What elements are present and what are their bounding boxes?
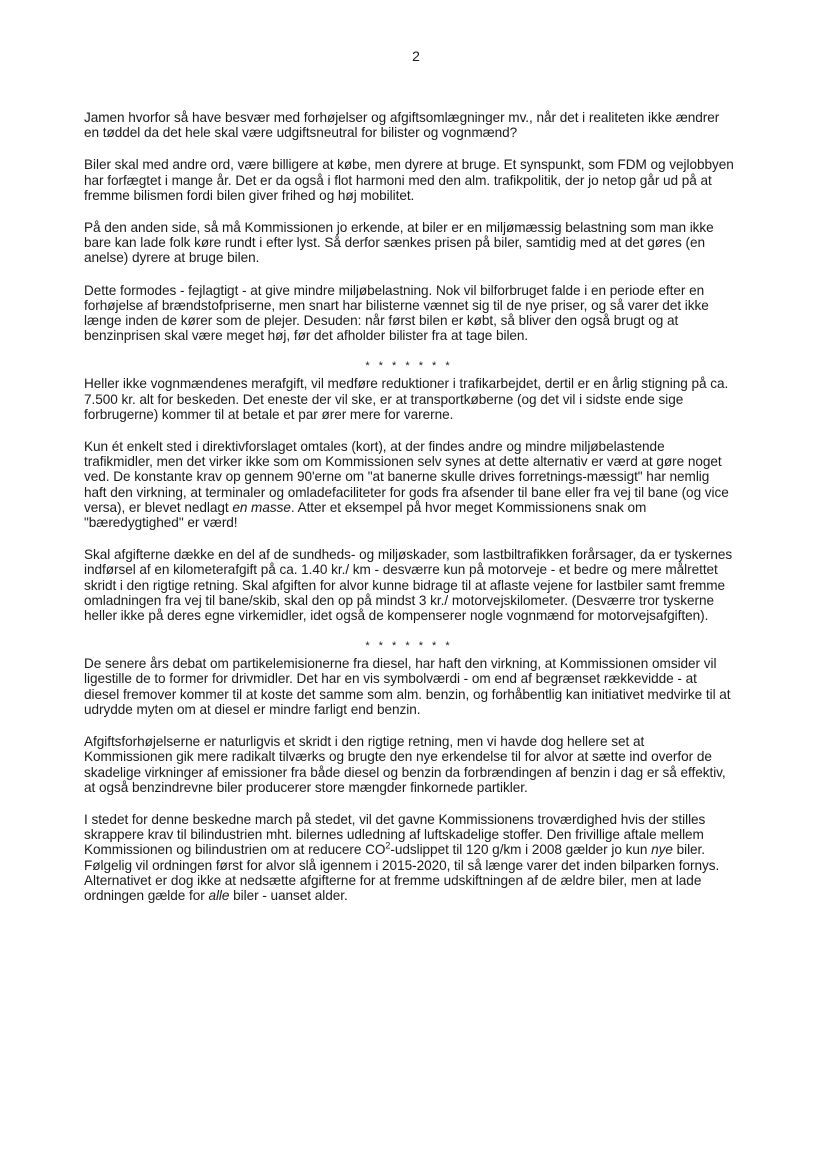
co2-subscript: 2 bbox=[385, 840, 391, 851]
paragraph-6-emphasis: en masse bbox=[232, 499, 291, 515]
paragraph-8: De senere års debat om partikelemisionerne fra diesel, har haft den virkning, at Kommissionen omsider vil ligestille de to former for drivmidler. Det har en vis symbolværdi - om end af begrænset rækkevidde - at diesel fremover kommer til at koste det samme som alm. benzin, og forhåbentlig kan initiativet medvirke til at udrydde myten om at diesel er mindre farligt end benzin. bbox=[84, 656, 731, 717]
paragraph-10-text-c: biler. Følgelig vil ordningen først for alvor slå igennem i 2015-2020, til så længe varer det inden bilparken fornys. Alternativet er dog ikke at nedsætte afgifterne for at fremme udskiftningen af de ældre biler, men at lade ordningen gælde for bbox=[84, 842, 720, 903]
paragraph-10-emphasis-alle: alle bbox=[208, 887, 230, 903]
paragraph-6-text-a: Kun ét enkelt sted i direktivforslaget omtales (kort), at der findes andre og mindre miljøbelastende trafikmidler, men det virker ikke som om Kommissionen selv synes at dette alternativ er værd at gøre noget ved. De konstante krav op gennem 90'erne om "at banerne skulle drives forretnings-mæssigt" har nemlig haft den virkning, at terminaler og omladefaciliteter for gods fra afsender til bane eller fra vej til bane (og vice versa), er blevet nedlagt bbox=[84, 439, 729, 515]
section-separator: * * * * * * * bbox=[365, 640, 453, 653]
page-number: 2 bbox=[412, 48, 420, 64]
paragraph-3: På den anden side, så må Kommissionen jo erkende, at biler er en miljømæssig belastning som man ikke bare kan lade folk køre rundt i efter lyst. Så derfor sænkes prisen på biler, samtidig med at det gøres (en anelse) dyrere at bruge bilen. bbox=[84, 220, 714, 266]
paragraph-10-emphasis-nye: nye bbox=[651, 842, 673, 858]
paragraph-6-text-b: . Atter et eksempel på hvor meget Kommissionens snak om "bæredygtighed" er værd! bbox=[84, 499, 647, 531]
document-body bbox=[84, 110, 734, 920]
paragraph-10-text-a: I stedet for denne beskedne march på stedet, vil det gavne Kommissionens troværdighed hvis der stilles skrappere krav til bilindustrien mht. bilernes udledning af luftskadelige stoffer. Den frivillige aftale mellem Kommissionen og bilindustrien om at reducere CO bbox=[84, 811, 706, 858]
paragraph-1: Jamen hvorfor så have besvær med forhøjelser og afgiftsomlægninger mv., når det i realiteten ikke ændrer en tøddel da det hele skal være udgiftsneutral for bilister og vognmænd? bbox=[84, 110, 720, 141]
paragraph-5: Heller ikke vognmændenes merafgift, vil medføre reduktioner i trafikarbejdet, dertil er en årlig stigning på ca. 7.500 kr. alt for beskeden. Det eneste der vil ske, er at transportkøberne (og det vil i sidste ende sige forbrugerne) kommer til at betale et par ører mere for varerne. bbox=[84, 376, 729, 422]
paragraph-10 bbox=[84, 812, 734, 903]
paragraph-10-text-d: biler - uanset alder. bbox=[229, 887, 348, 903]
paragraph-9: Afgiftsforhøjelserne er naturligvis et skridt i den rigtige retning, men vi havde dog hellere set at Kommissionen gik mere radikalt tilværks og brugte den nye erkendelse til for alvor at sætte ind overfor de skadelige virkninger af emissioner fra både diesel og benzin da forbrændingen af benzin i dag er så effektiv, at også benzindrevne biler producerer store mængder finkornede partikler. bbox=[84, 734, 726, 795]
paragraph-6 bbox=[84, 439, 734, 530]
paragraph-2: Biler skal med andre ord, være billigere at købe, men dyrere at bruge. Et synspunkt, som FDM og vejlobbyen har forfægtet i mange år. Det er da også i flot harmoni med den alm. trafikpolitik, der jo netop går ud på at fremme bilismen fordi bilen giver frihed og høj mobilitet. bbox=[84, 157, 734, 203]
paragraph-7: Skal afgifterne dække en del af de sundheds- og miljøskader, som lastbiltrafikken forårsager, da er tyskernes indførsel af en kilometerafgift på ca. 1.40 kr./ km - desværre kun på motorveje - et bedre og mere målrettet skridt i den rigtige retning. Skal afgiften for alvor kunne bidrage til at aflaste vejene for lastbiler samt fremme omladningen fra vej til bane/skib, skal den op på mindst 3 kr./ motorvejskilometer. (Desværre tror tyskerne heller ikke på deres egne virkemidler, idet også de kompenserer nogle vognmænd for motorvejsafgiften). bbox=[84, 547, 733, 624]
section-separator: * * * * * * * bbox=[365, 360, 453, 373]
paragraph-4: Dette formodes - fejlagtigt - at give mindre miljøbelastning. Nok vil bilforbruget falde i en periode efter en forhøjelse af brændstofpriserne, men snart har bilisterne vænnet sig til de nye priser, og så varer det ikke længe inden de kører som de plejer. Desuden: når først bilen er købt, så bliver den også brugt og at benzinprisen skal være meget høj, før det afholder bilister fra at tage bilen. bbox=[84, 282, 709, 344]
paragraph-10-text-b: -udslippet til 120 g/km i 2008 gælder jo kun bbox=[390, 842, 652, 858]
